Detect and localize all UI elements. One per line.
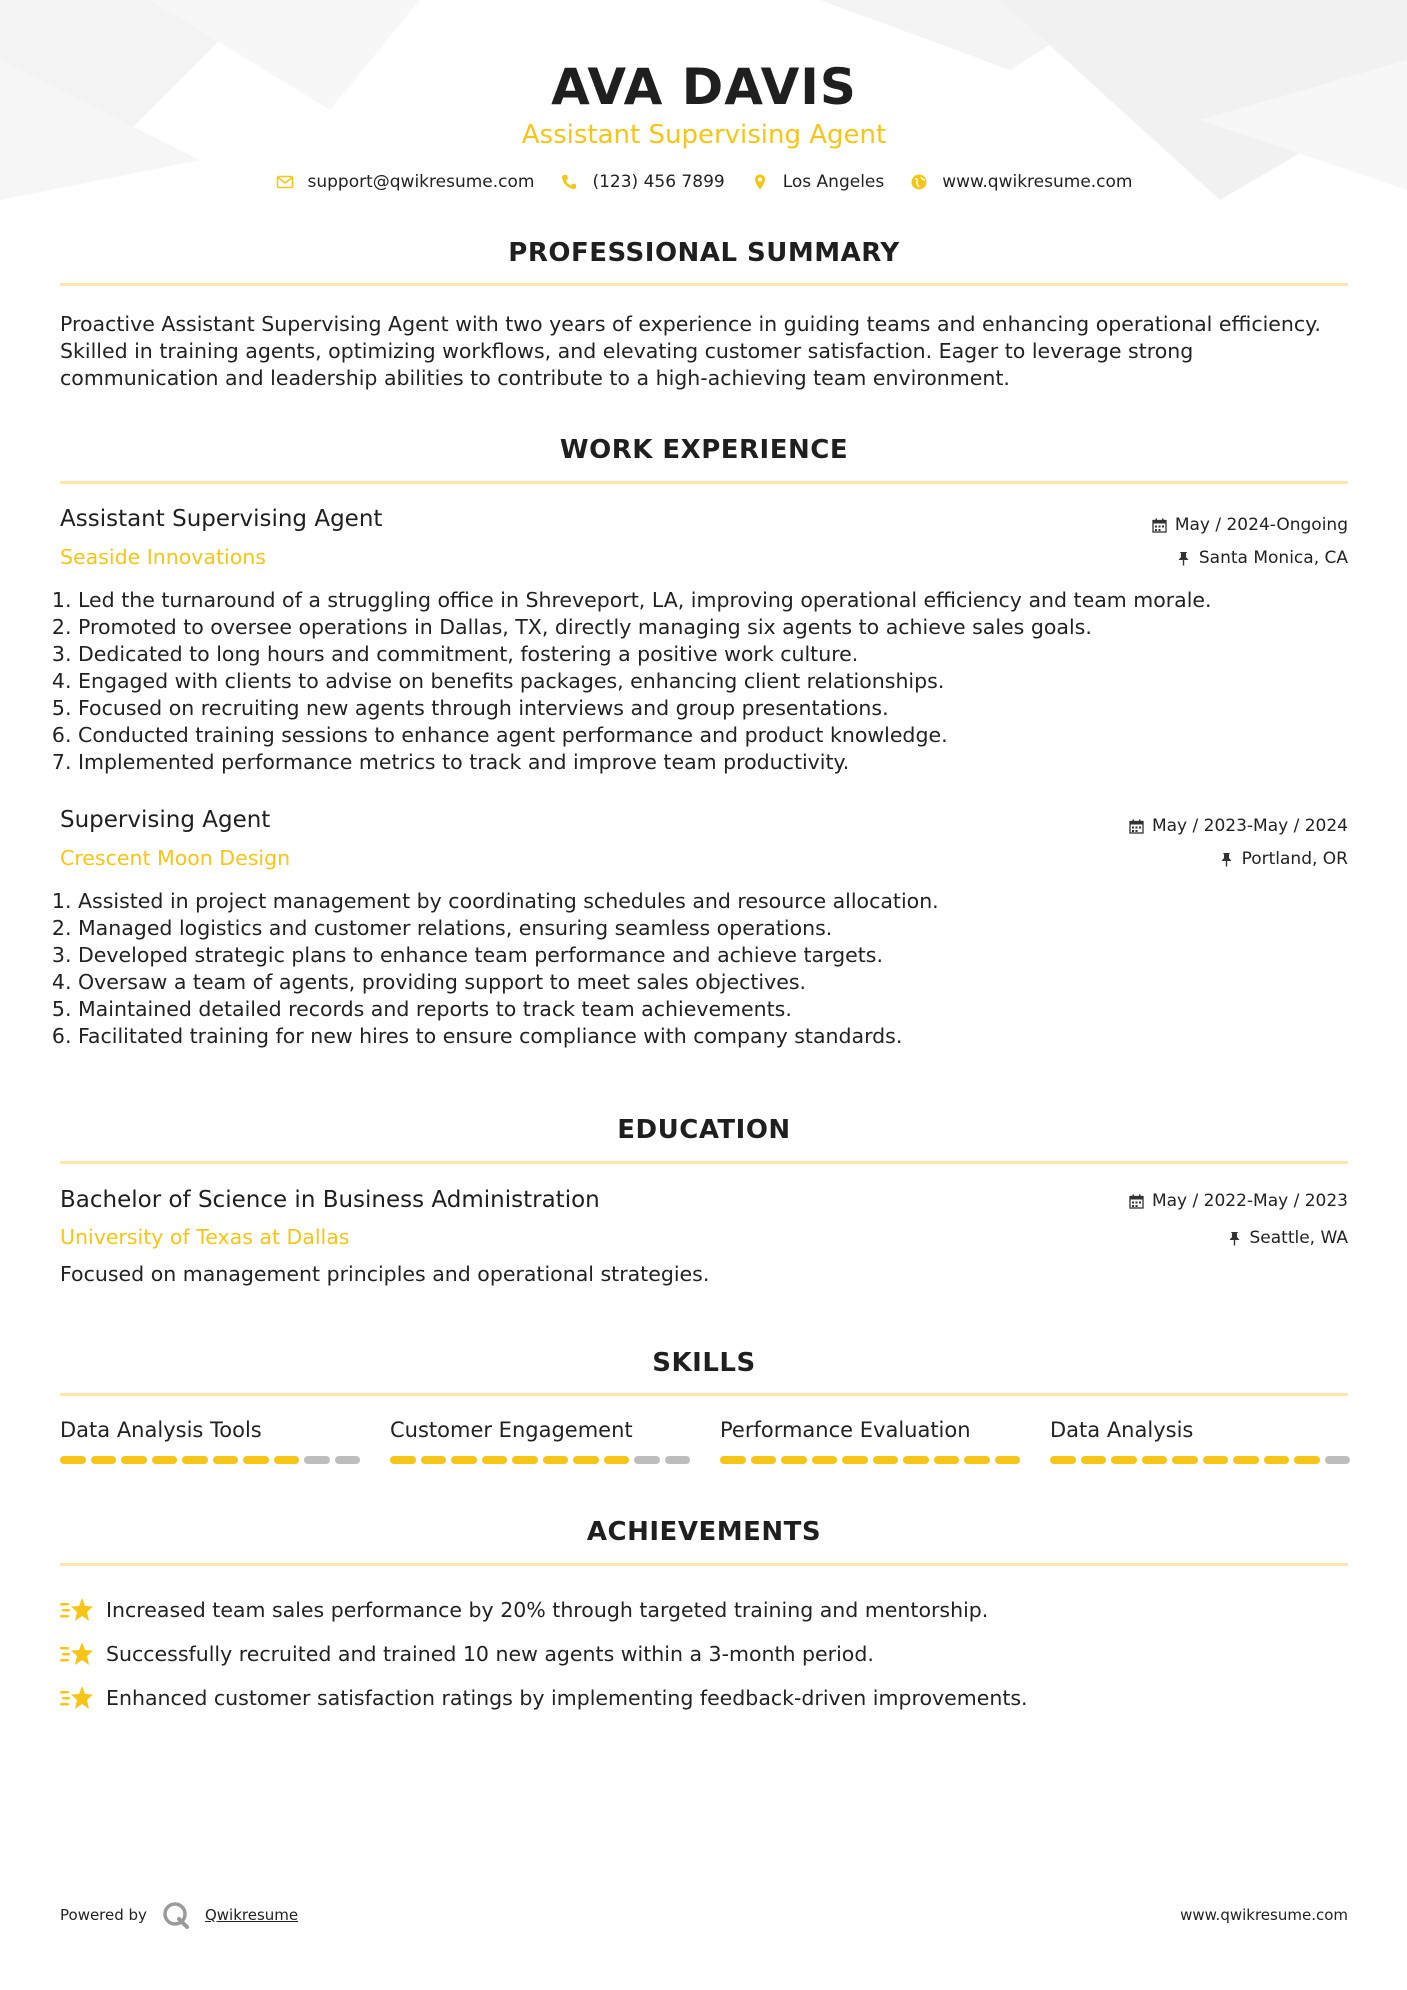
skill-dot-filled [751,1456,777,1464]
experience-heading: WORK EXPERIENCE [559,435,849,465]
contact-phone[interactable] [560,172,724,192]
skill-dot-filled [1142,1456,1168,1464]
achievement-text: Successfully recruited and trained 10 new agents within a 3-month period. [106,1642,874,1666]
skill-dot-filled [995,1456,1021,1464]
skill-dot-filled [121,1456,147,1464]
skills-list [60,1418,1348,1464]
candidate-name: AVA DAVIS [551,58,857,116]
skill-name: Customer Engagement [390,1418,633,1442]
envelope-icon [276,173,294,191]
job-2-dates [1129,816,1348,836]
skill-dot-filled [1081,1456,1107,1464]
skill-dot-filled [720,1456,746,1464]
skill-dot-filled [243,1456,269,1464]
list-item: 4. Oversaw a team of agents, providing support to meet sales objectives. [78,969,1366,996]
skill-dot-filled [1233,1456,1259,1464]
education-heading: EDUCATION [617,1115,791,1145]
skill-item [60,1418,360,1464]
skill-dot-filled [1294,1456,1320,1464]
shooting-star-icon [60,1639,94,1669]
list-item: 2. Managed logistics and customer relations, ensuring seamless operations. [78,915,1366,942]
list-item [60,1676,1348,1720]
list-item [60,1588,1348,1632]
skill-dot-empty [665,1456,691,1464]
skill-name: Performance Evaluation [720,1418,971,1442]
education-location-text: Seattle, WA [1249,1228,1348,1248]
job-1-location-text: Santa Monica, CA [1198,548,1348,568]
skill-dot-filled [482,1456,508,1464]
skill-dot-filled [543,1456,569,1464]
education-degree: Bachelor of Science in Business Administration [60,1187,600,1213]
skill-name: Data Analysis Tools [60,1418,262,1442]
job-2-bullets [60,888,1366,1050]
list-item: 6. Facilitated training for new hires to ensure compliance with company standards. [78,1023,1366,1050]
education-dates [1129,1191,1348,1211]
skill-dot-filled [812,1456,838,1464]
education-divider [60,1161,1348,1164]
contact-email-text: support@qwikresume.com [307,172,535,192]
skill-dot-filled [1111,1456,1137,1464]
experience-divider [60,481,1348,484]
skill-dot-filled [1264,1456,1290,1464]
shooting-star-icon [60,1595,94,1625]
skill-dot-filled [964,1456,990,1464]
skill-item [720,1418,1020,1464]
calendar-icon [1152,518,1167,533]
education-school: University of Texas at Dallas [60,1225,350,1249]
skill-dot-filled [451,1456,477,1464]
list-item: 1. Assisted in project management by coordinating schedules and resource allocation. [78,888,1366,915]
skill-dot-filled [934,1456,960,1464]
contact-email[interactable] [276,172,535,192]
contact-location-text: Los Angeles [782,172,885,192]
list-item: 1. Led the turnaround of a struggling office in Shreveport, LA, improving operational efficiency and team morale. [78,587,1366,614]
skill-dot-filled [573,1456,599,1464]
education-dates-text: May / 2022-May / 2023 [1151,1191,1348,1211]
calendar-icon [1129,1194,1144,1209]
list-item: 2. Promoted to oversee operations in Dallas, TX, directly managing six agents to achieve sales goals. [78,614,1366,641]
skill-dot-empty [304,1456,330,1464]
skill-dot-filled [604,1456,630,1464]
list-item: 4. Engaged with clients to advise on benefits packages, enhancing client relationships. [78,668,1366,695]
footer-powered-by [60,1900,298,1930]
skill-dot-filled [390,1456,416,1464]
job-2-title: Supervising Agent [60,807,271,833]
contact-bar [60,172,1348,192]
list-item [60,1632,1348,1676]
skill-name: Data Analysis [1050,1418,1194,1442]
job-1-dates [1152,515,1348,535]
skill-dot-filled [91,1456,117,1464]
achievements-list [60,1588,1348,1720]
skill-dot-filled [512,1456,538,1464]
calendar-icon [1129,819,1144,834]
job-1-location [1176,548,1348,568]
skill-rating [60,1456,360,1464]
skills-heading: SKILLS [652,1348,756,1378]
list-item: 5. Maintained detailed records and reports to track team achievements. [78,996,1366,1023]
skill-dot-empty [634,1456,660,1464]
skill-item [390,1418,690,1464]
summary-divider [60,283,1348,286]
phone-icon [560,173,578,191]
contact-website-text: www.qwikresume.com [942,172,1133,192]
skill-rating [390,1456,690,1464]
job-1-title: Assistant Supervising Agent [60,506,383,532]
map-pin-icon [751,173,769,191]
job-2-location [1219,849,1348,869]
achievement-text: Enhanced customer satisfaction ratings by implementing feedback-driven improvements. [106,1686,1028,1710]
skills-divider [60,1393,1348,1396]
skill-dot-filled [274,1456,300,1464]
footer-website[interactable]: www.qwikresume.com [1180,1906,1348,1924]
skill-dot-filled [421,1456,447,1464]
skill-dot-filled [213,1456,239,1464]
skill-dot-filled [1203,1456,1229,1464]
job-2-company: Crescent Moon Design [60,846,291,870]
skill-rating [1050,1456,1350,1464]
summary-text: Proactive Assistant Supervising Agent with two years of experience in guiding teams and enhancing operational efficiency. Skilled in training agents, optimizing workflows, and elevating customer satisfaction. Eager to leverage strong communication and leadership abilities to contribute to a high-achieving team environment. [60,312,1321,390]
candidate-title: Assistant Supervising Agent [521,120,887,150]
list-item: 7. Implemented performance metrics to track and improve team productivity. [78,749,1366,776]
list-item: 3. Developed strategic plans to enhance team performance and achieve targets. [78,942,1366,969]
skill-dot-filled [152,1456,178,1464]
qwikresume-link[interactable]: Qwikresume [204,1906,299,1924]
job-1-bullets [60,587,1366,776]
skill-dot-empty [1325,1456,1351,1464]
skill-dot-filled [60,1456,86,1464]
job-2-location-text: Portland, OR [1241,849,1348,869]
contact-website[interactable] [910,172,1132,192]
job-1-dates-text: May / 2024-Ongoing [1174,515,1348,535]
achievement-text: Increased team sales performance by 20% through targeted training and mentorship. [106,1598,989,1622]
skill-dot-filled [903,1456,929,1464]
contact-phone-text: (123) 456 7899 [592,172,725,192]
skill-dot-filled [1172,1456,1198,1464]
achievements-heading: ACHIEVEMENTS [586,1517,822,1547]
skill-dot-filled [182,1456,208,1464]
powered-by-label: Powered by [60,1906,147,1924]
skill-rating [720,1456,1020,1464]
contact-location [751,172,885,192]
education-location [1227,1228,1349,1248]
skill-dot-filled [873,1456,899,1464]
achievements-divider [60,1563,1348,1566]
globe-icon [910,173,928,191]
qwikresume-logo-icon [161,1900,191,1930]
job-1-company: Seaside Innovations [60,545,266,569]
skill-dot-filled [842,1456,868,1464]
job-2-dates-text: May / 2023-May / 2024 [1151,816,1348,836]
list-item: 3. Dedicated to long hours and commitment, fostering a positive work culture. [78,641,1366,668]
pushpin-icon [1176,551,1191,566]
pushpin-icon [1219,852,1234,867]
summary-heading: PROFESSIONAL SUMMARY [508,238,900,268]
pushpin-icon [1227,1231,1242,1246]
education-description: Focused on management principles and operational strategies. [60,1262,710,1286]
skill-item [1050,1418,1350,1464]
shooting-star-icon [60,1683,94,1713]
list-item: 6. Conducted training sessions to enhance agent performance and product knowledge. [78,722,1366,749]
skill-dot-empty [335,1456,361,1464]
skill-dot-filled [1050,1456,1076,1464]
skill-dot-filled [781,1456,807,1464]
list-item: 5. Focused on recruiting new agents through interviews and group presentations. [78,695,1366,722]
